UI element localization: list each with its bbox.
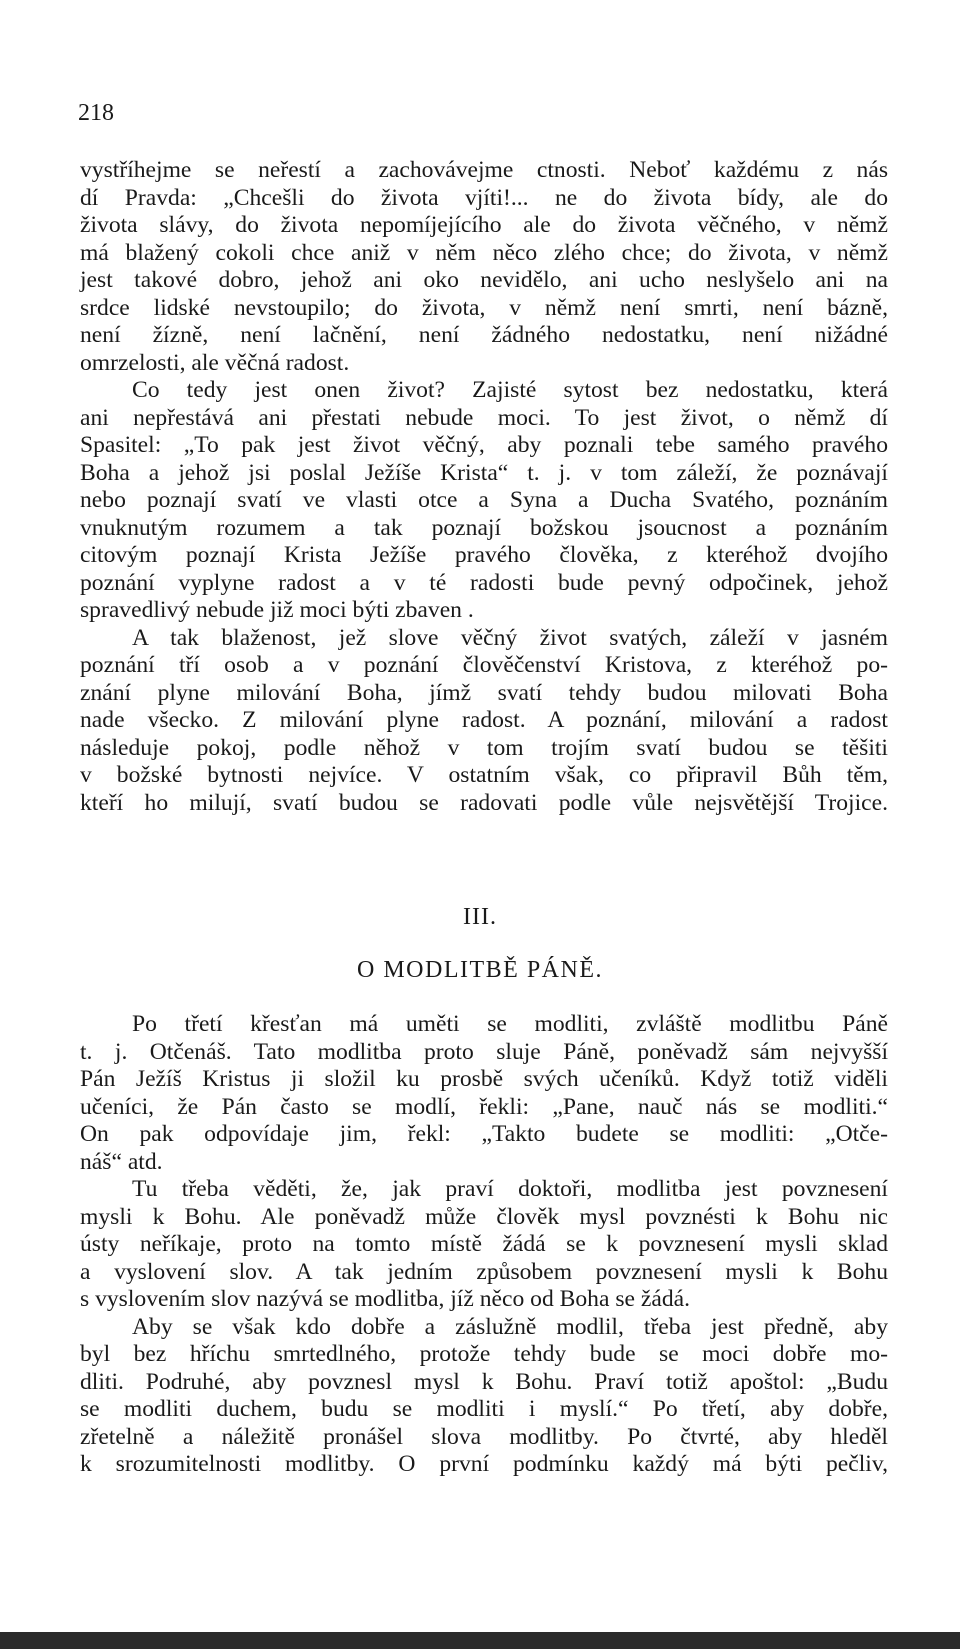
text-line: znání plyne milování Boha, jímž svatí tehdy budou milovati Boha [80,679,888,706]
text-line: Boha a jehož jsi poslal Ježíše Krista“ t. j. v tom záleží, že poznávají [80,459,888,486]
text-line: byl bez hříchu smrtedlného, protože tehdy bude se moci dobře mo- [80,1341,888,1367]
text-line: není žízně, není lačnění, není žádného nedostatku, není nižádné [80,322,888,348]
body-text-before-section [80,157,888,817]
text-line: života slávy, do života nepomíjejícího ale do života věčného, v němž [80,212,888,238]
text-line: dliti. Podruhé, aby povznesl mysl k Bohu. Praví totiž apoštol: „Budu [80,1368,888,1395]
text-line: omrzelosti, ale věčná radost. [80,349,350,376]
text-line: srdce lidské nevstoupilo; do života, v němž není smrti, není bázně, [80,294,888,321]
text-line: kteří ho milují, svatí budou se radovati podle vůle nejsvětější Trojice. [80,789,888,816]
text-line: jest takové dobro, jehož ani oko nevidělo, ani ucho neslyšelo ani na [80,267,888,293]
paragraph-start-line: Po třetí křesťan má uměti se modliti, zvláště modlitbu Páně [132,1011,888,1037]
body-text-after-section [80,1011,888,1479]
text-line: Pán Ježíš Kristus ji složil ku prosbě svých učeníků. Když totiž viděli [80,1066,888,1092]
paragraph-start-line: Tu třeba věděti, že, jak praví doktoři, modlitba jest povznesení [132,1176,888,1202]
text-line: Spasitel: „To pak jest život věčný, aby poznali tebe samého pravého [80,432,888,458]
text-line: citovým poznají Krista Ježíše pravého člověka, z kteréhož dvojího [80,542,888,568]
section-number: III. [463,904,497,930]
text-line: zřetelně a náležitě pronášel slova modlitby. Po čtvrté, aby hleděl [80,1423,888,1450]
text-line: se modliti duchem, budu se modliti i myslí.“ Po třetí, aby dobře, [80,1396,888,1422]
text-line: mysli k Bohu. Ale poněvadž může člověk mysl povznésti k Bohu nic [80,1203,888,1230]
text-line: nade všecko. Z milování plyne radost. A poznání, milování a radost [80,707,888,733]
text-line: učeníci, že Pán často se modlí, řekli: „Pane, nauč nás se modliti.“ [80,1093,888,1120]
text-line: má blažený cokoli chce aniž v něm něco zlého chce; do života, v němž [80,239,888,266]
text-line: náš“ atd. [80,1148,163,1175]
paragraph-start-line: A tak blaženost, jež slove věčný život svatých, záleží v jasném [132,624,888,651]
text-line: On pak odpovídaje jim, řekl: „Takto budete se modliti: „Otče- [80,1121,888,1147]
text-line: k srozumitelnosti modlitby. O první podmínku každý má býti pečliv, [80,1451,888,1477]
text-line: t. j. Otčenáš. Tato modlitba proto sluje Páně, poněvadž sám nejvyšší [80,1038,888,1065]
paragraph-start-line: Co tedy jest onen život? Zajisté sytost bez nedostatku, která [132,377,888,403]
text-line: nebo poznají svatí ve vlasti otce a Syna a Ducha Svatého, poznáním [80,487,888,513]
text-line: vystříhejme se neřestí a zachovávejme ctnosti. Neboť každému z nás [80,157,888,183]
section-title: O MODLITBĚ PÁNĚ. [357,957,603,983]
text-line: s vyslovením slov nazývá se modlitba, jíž něco od Boha se žádá. [80,1286,691,1312]
paragraph-start-line: Aby se však kdo dobře a záslužně modlil, třeba jest předně, aby [132,1313,888,1340]
text-line: poznání tří osob a v poznání člověčenství Kristova, z kteréhož po- [80,652,888,678]
text-line: v božské bytnosti nejvíce. V ostatním však, co připravil Bůh těm, [80,762,888,788]
text-line: dí Pravda: „Chcešli do života vjíti!... ne do života bídy, ale do [80,184,888,211]
text-line: a vyslovení slov. A tak jedním způsobem povznesení mysli k Bohu [80,1258,888,1285]
text-line: ani nepřestává ani přestati nebude moci. To jest život, o němž dí [80,404,888,431]
scan-bottom-edge [0,1632,960,1649]
text-line: poznání vyplyne radost a v té radosti bude pevný odpočinek, jehož [80,569,888,596]
text-line: spravedlivý nebude již moci býti zbaven . [80,597,474,623]
text-line: následuje pokoj, podle něhož v tom trojím svatí budou se těšiti [80,734,888,761]
text-line: vnuknutým rozumem a tak poznají božskou jsoucnost a poznáním [80,514,888,541]
page-number: 218 [78,100,114,126]
text-line: ústy neříkaje, proto na tomto místě žádá se k povznesení mysli sklad [80,1231,888,1257]
